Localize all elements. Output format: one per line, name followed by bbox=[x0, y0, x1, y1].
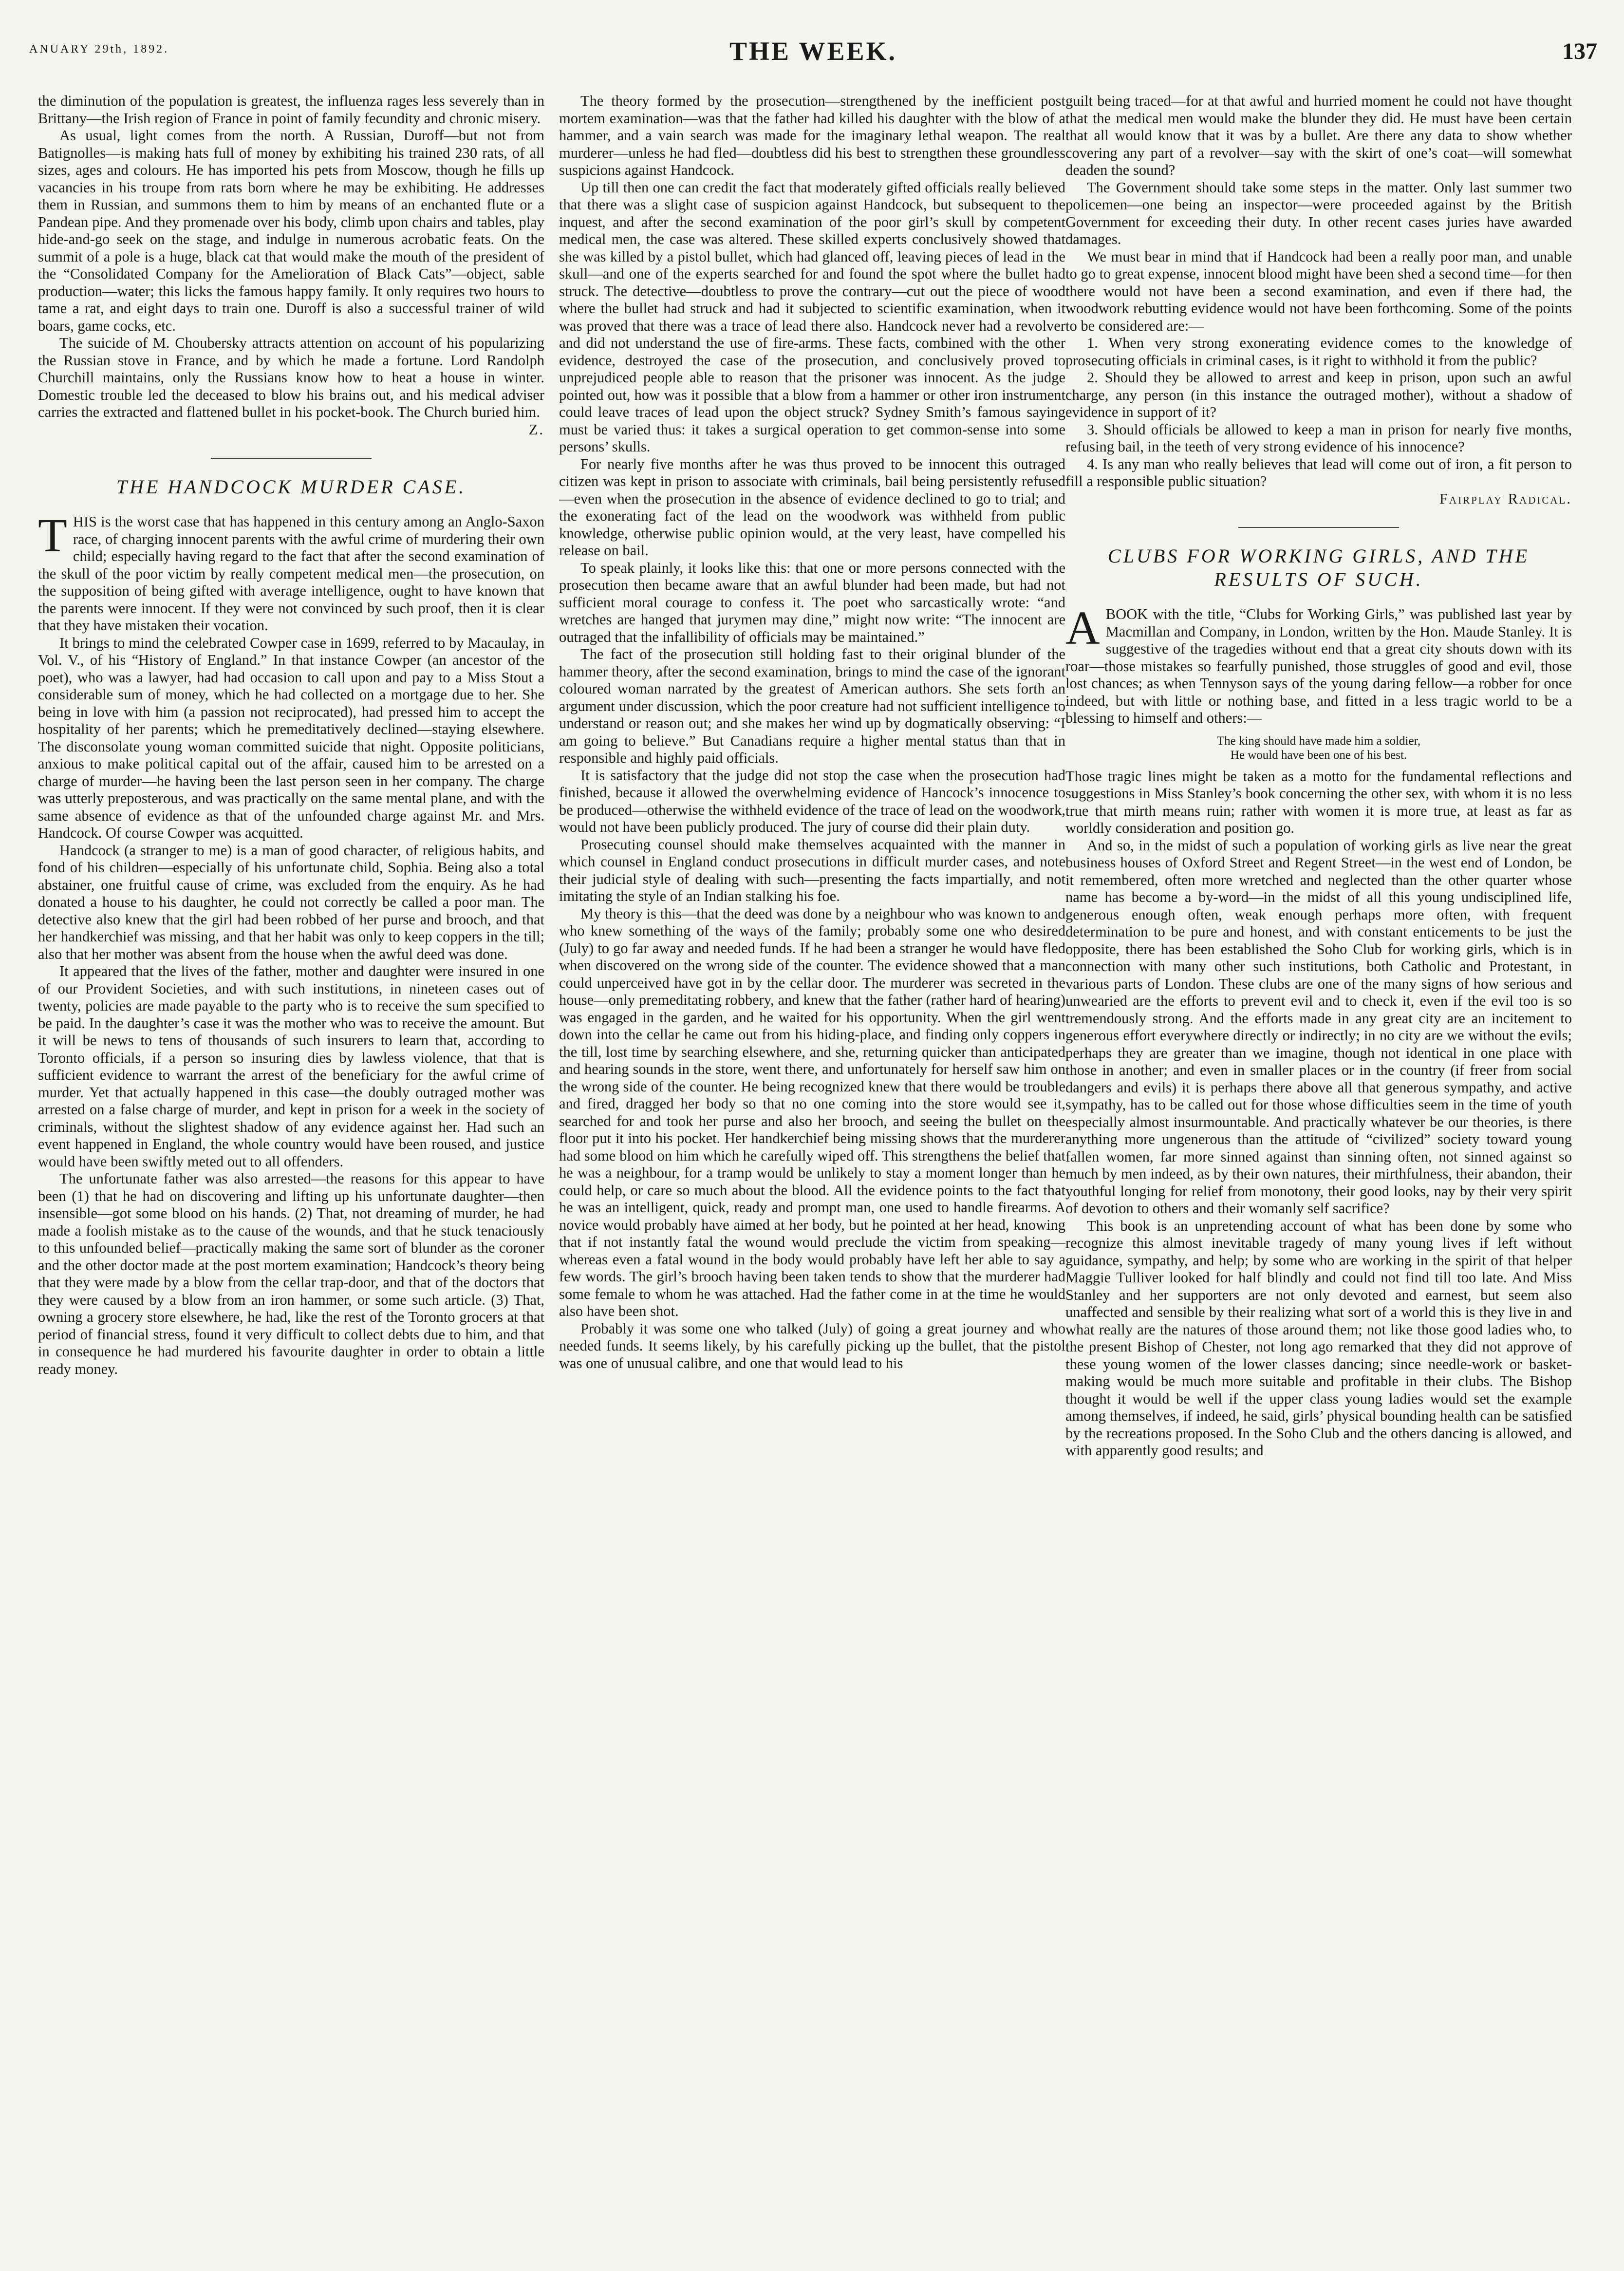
paragraph: Those tragic lines might be taken as a motto for the fundamental reflections and suggestions in Miss Stanley’s book concerning the other sex, with whom it is no less true that mirth means ruin; rather with women it is more true, at least as far as worldly consideration and position go. bbox=[1065, 768, 1572, 836]
drop-cap: T bbox=[38, 509, 67, 562]
list-item: 1. When very strong exonerating evidence comes to the knowledge of prosecuting officials in criminal cases, is it right to withhold it from the public? bbox=[1065, 335, 1572, 369]
paragraph: It brings to mind the celebrated Cowper case in 1699, referred to by Macaulay, in Vol. V., of his “History of England.” In that instance Cowper (an ancestor of the poet), who was a lawyer, had had occasion to call upon and pay to a Miss Stout a considerable sum of money, which he had collected on a mortgage due to her. She being in love with him (a passion not reciprocated), had pressed him to accept the hospitality of her parents; which he premeditatively declined—staying elsewhere. The disconsolate young woman committed suicide that night. Opposite politicians, anxious to make political capital out of the affair, caused him to be arrested on a charge of murder—he having been the last person seen in her company. The charge was utterly preposterous, and was practically on the same mental plane, and with the same absence of evidence as that of the unfounded charge against Mr. and Mrs. Handcock. Of course Cowper was acquitted. bbox=[38, 634, 544, 841]
list-item: 2. Should they be allowed to arrest and keep in prison, upon such an awful charge, any person (in this instance the outraged mother), without a shadow of evidence in support of it? bbox=[1065, 369, 1572, 420]
verse-quotation bbox=[1065, 734, 1572, 762]
paragraph: Probably it was some one who talked (July) of going a great journey and who needed funds. It seems likely, by his carefully picking up the bullet, that the pistol was one of unusual calibre, and one that would lead to his bbox=[559, 1320, 1065, 1371]
numbered-points bbox=[1065, 335, 1572, 490]
paragraph: To speak plainly, it looks like this: that one or more persons connected with the prosecution then became aware that an awful blunder had been made, but had not sufficient moral courage to confess it. The poet who sarcastically wrote: “and wretches are hanged that jurymen may dine,” might now write: “The innocent are outraged that the infallibility of officials may be maintained.” bbox=[559, 559, 1065, 645]
paragraph: Prosecuting counsel should make themselves acquainted with the manner in which counsel in England conduct prosecutions in difficult murder cases, and note their judicial style of dealing with such—presenting the facts impartially, and not imitating the style of an Indian stalking his foe. bbox=[559, 836, 1065, 904]
list-item: 3. Should officials be allowed to keep a man in prison for nearly five months, refusing bail, in the teeth of very strong evidence of his innocence? bbox=[1065, 421, 1572, 455]
column-1 bbox=[38, 93, 544, 2255]
verse-line: He would have been one of his best. bbox=[1230, 748, 1407, 762]
article-heading-clubs: CLUBS FOR WORKING GIRLS, AND THE RESULTS OF SUCH. bbox=[1108, 545, 1530, 590]
paragraph: Handcock (a stranger to me) is a man of good character, of religious habits, and fond of his children—especially of his unfortunate child, Sophia. Being also a total abstainer, one fruitful cause of crime, was excluded from the enquiry. As he had donated a house to his daughter, he could not correctly be called a poor man. The detective also knew that the girl had been robbed of her purse and brooch, and that her handkerchief was missing, and that her habit was only to keep coppers in the till; also that her mother was absent from the house when the awful deed was done. bbox=[38, 842, 544, 962]
paragraph bbox=[1065, 602, 1572, 727]
paragraph: The fact of the prosecution still holding fast to their original blunder of the hammer theory, after the second examination, brings to mind the case of the ignorant coloured woman narrated by the greatest of American authors. She sets forth an argument under discussion, which the poor creature had not sufficient intelligence to understand or reason out; and she makes her wind up by dogmatically observing: “I am going to believe.” But Canadians require a higher mental status than that in responsible and highly paid officials. bbox=[559, 646, 1065, 766]
paragraph: It is satisfactory that the judge did not stop the case when the prosecution had finished, because it allowed the overwhelming evidence of Hancock’s innocence to be produced—otherwise the withheld evidence of the trace of lead on the woodwork, would not have been publicly produced. The jury of course did their plain duty. bbox=[559, 767, 1065, 835]
paragraph: And so, in the midst of such a population of working girls as live near the great business houses of Oxford Street and Regent Street—in the west end of London, be it remembered, often more wretched and neglected than the other quarter whose name has become a by-word—in the midst of all this young undisciplined life, generous enough often, weak enough perhaps more often, with frequent determination to be pure and honest, and with constant enticements to be just the opposite, there has been established the Soho Club for working girls, which is in connection with many other such institutions, both Catholic and Protestant, in various parts of London. These clubs are one of the many signs of how serious and unwearied are the efforts to prevent evil and to check it, even if the evil too is so tremendously strong. And the efforts made in any great city are an incitement to generous effort everywhere directly or indirectly; in no city are we without the evils; perhaps they are greater than we imagine, though not identical in one place with those in another; and even in smaller places or in the country (if freer from social dangers and evils) it is perhaps there above all that generous sympathy, and active sympathy, has to be called out for those whose difficulties seem in the time of youth especially almost insurmountable. And practically whatever be our theories, is there anything more ungenerous than the attitude of “civilized” society toward young fallen women, far more sinned against than sinning often, not sinned against so much by men indeed, as by their own natures, their mirthfulness, their abandon, their youthful longing for relief from monotony, their good looks, nay by their very spirit of devotion to others and their womanly self sacrifice? bbox=[1065, 837, 1572, 1217]
paragraph-text: HIS is the worst case that has happened in this century among an Anglo-Saxon race, of charging innocent parents with the awful crime of murdering their own child; especially having regard to the fact that after the second examination of the skull of the poor victim by really competent medical men—the prosecution, on the supposition of being gifted with average intelligence, ought to have known that the parents were innocent. If they were not convinced by such proof, then it is clear that they have mistaken their vocation. bbox=[38, 513, 544, 634]
drop-cap: A bbox=[1065, 602, 1100, 655]
paragraph: As usual, light comes from the north. A Russian, Duroff—but not from Batignolles—is making hats full of money by exhibiting his trained 230 rats, of all sizes, ages and colours. He has imported his pets from Moscow, though he fills up vacancies in his troupe from rats born where he may be exhibiting. He addresses them in Russian, and summons them to him by means of an enchanted flute or a Pandean pipe. And they promenade over his body, climb upon chairs and tables, play hide-and-go seek on the stage, and indulge in numerous acrobatic feats. On the summit of a pole is a huge, black cat that would make the mouth of the president of the “Consolidated Company for the Amelioration of Black Cats”—object, sable production—water; this licks the famous happy family. It only requires two hours to tame a rat, and eight days to train one. Duroff is also a successful trainer of wild boars, game cocks, etc. bbox=[38, 127, 544, 334]
column-3 bbox=[1065, 93, 1572, 2255]
section-divider bbox=[1238, 527, 1399, 528]
issue-date: ANUARY 29th, 1892. bbox=[29, 43, 169, 56]
page-number: 137 bbox=[1562, 38, 1597, 64]
publication-title: THE WEEK. bbox=[729, 37, 897, 66]
paragraph: The suicide of M. Choubersky attracts attention on account of his popularizing the Russian stove in France, and by which he made a fortune. Lord Randolph Churchill maintains, only the Russians know how to heat a house in winter. Domestic trouble led the deceased to blow his brains out, and his medical adviser carries the extracted and flattened bullet in his pocket-book. The Church buried him. bbox=[38, 335, 544, 420]
paragraph: For nearly five months after he was thus proved to be innocent this outraged citizen was kept in prison to associate with criminals, bail being persistently refused—even when the prosecution in the absence of evidence declined to go to trial; and the exonerating fact of the lead on the woodwork was withheld from public knowledge, otherwise public opinion would, at the very least, have compelled his release on bail. bbox=[559, 455, 1065, 559]
paragraph: The theory formed by the prosecution—strengthened by the inefficient post mortem examination—was that the father had killed his daughter with the blow of a hammer, and a vain search was made for the imaginary lethal weapon. The real murderer—unless he had fled—doubtless did his best to strengthen these groundless suspicions against Handcock. bbox=[559, 93, 1065, 178]
letter-signature: Fairplay Radical. bbox=[1439, 490, 1572, 507]
verse-line: The king should have made him a soldier, bbox=[1216, 734, 1421, 748]
paragraph: It appeared that the lives of the father, mother and daughter were insured in one of our Provident Societies, and with such institutions, in nineteen cases out of twenty, policies are made payable to the party who is to receive the sum specified to be paid. In the daughter’s case it was the mother who was to receive the amount. But it will be news to tens of thousands of such insurers to learn that, according to Toronto officials, if a person so insuring dies by lawless violence, that that is sufficient evidence to warrant the arrest of the beneficiary for the awful crime of murder. Yet that actually happened in this case—the doubly outraged mother was arrested on a false charge of murder, and kept in prison for a week in the society of criminals, without the slightest shadow of any evidence against her. Had such an event happened in England, the whole country would have been roused, and justice would have been swiftly meted out to all offenders. bbox=[38, 963, 544, 1170]
paragraph: My theory is this—that the deed was done by a neighbour who was known to and who knew something of the ways of the family; probably some one who desired (July) to go far away and needed funds. If he had been a stranger he would have fled when discovered on the wrong side of the counter. The evidence showed that a man could unperceived have got in by the cellar door. The murderer was secreted in the house—only premeditating robbery, and knew that the father (rather hard of hearing) was engaged in the garden, and he waited for his opportunity. When the girl went down into the cellar he came out from his hiding-place, and finding only coppers in the till, lost time by searching elsewhere, and she, returning quicker than anticipated and hearing sounds in the store, went there, and unfortunately for herself saw him on the wrong side of the counter. He being recognized knew that there would be trouble and fired, dragged her body so that no one coming into the store would see it, searched for and took her purse and also her brooch, and seeing the bullet on the floor put it into his pocket. Her handkerchief being missing shows that the murderer had some blood on him which he carefully wiped off. This strengthens the belief that he was a neighbour, for a tramp would be unlikely to stay a moment longer than he could help, or care so much about the blood. All the evidence points to the fact that he was an intelligent, quick, ready and prompt man, one used to handle firearms. A novice would probably have aimed at her body, but he pointed at her head, knowing that if not instantly fatal the wound would preclude the victim from speaking—whereas even a fatal wound in the body would probably have left her able to say a few words. The girl’s brooch having been taken tends to show that the murderer had some female to whom he was attached. Had the father come in at the time he would also have been shot. bbox=[559, 905, 1065, 1319]
paragraph: We must bear in mind that if Handcock had been a really poor man, and unable to go to great expense, innocent blood might have been shed a second time—for then there would not have been a second examination, and even if there had, the woodwork rebutting evidence would not have been forthcoming. Some of the points to be considered are:— bbox=[1065, 248, 1572, 334]
paragraph-text: BOOK with the title, “Clubs for Working Girls,” was published last year by Macmillan and Company, in London, written by the Hon. Maude Stanley. It is suggestive of the tragedies without end that a great city shouts down with its roar—those mistakes so fearfully punished, those struggles of good and evil, those lost chances; as when Tennyson says of the young daring fellow—a robber for once indeed, but with little or nothing base, and fitted in a less tragic world to be a blessing to himself and others:— bbox=[1065, 606, 1572, 726]
paragraph bbox=[38, 509, 544, 635]
paragraph: The Government should take some steps in the matter. Only last summer two policemen—one being an inspector—were proceeded against by the British Government for exceeding their duty. In other recent cases juries have awarded damages. bbox=[1065, 179, 1572, 247]
article-heading-handcock: THE HANDCOCK MURDER CASE. bbox=[116, 476, 467, 498]
list-item: 4. Is any man who really believes that lead will come out of iron, a fit person to fill a responsible public situation? bbox=[1065, 455, 1572, 489]
paris-letter-signature: Z. bbox=[528, 421, 544, 438]
paragraph: This book is an unpretending account of what has been done by some who recognize this almost inevitable tragedy of many young lives if left without guidance, sympathy, and help; by some who are working in the spirit of that helper Maggie Tulliver looked for half blindly and could not find till too late. And Miss Stanley and her supporters are not only devoted and earnest, but seem also unaffected and sensible by their realizing what sort of a world this is they live in and what really are the natures of those around them; not like those good ladies who, to the present Bishop of Chester, not long ago remarked that they did not approve of these young women of the lower classes dancing; since needle-work or basket-making would be much more suitable and profitable in their clubs. The Bishop thought it would be well if the upper class young ladies would set the example among themselves, if indeed, he said, girls’ physical bounding health can be satisfied by the recreations proposed. In the Soho Club and the others dancing is allowed, and with apparently good results; and bbox=[1065, 1217, 1572, 1459]
paragraph: Up till then one can credit the fact that moderately gifted officials really believed that there was a slight case of suspicion against Handcock, but subsequent to the inquest, and after the second examination of the poor girl’s skull by competent medical men, the case was altered. These skilled experts conclusively showed that she was killed by a pistol bullet, which had glanced off, leaving pieces of lead in the skull—and one of the experts searched for and found the spot where the bullet had struck. The detective—doubtless to prove the contrary—cut out the piece of wood where the bullet had struck and had it subjected to scientific examination, when it was proved that there was a trace of lead there also. Handcock never had a revolver and did not understand the use of fire-arms. These facts, combined with the other evidence, destroyed the case of the prosecution, and conclusively proved to unprejudiced people able to reason that the prisoner was innocent. As the judge pointed out, how was it possible that a blow from a hammer or other iron instrument could leave traces of lead upon the object struck? Sydney Smith’s famous saying must be varied thus: it takes a surgical operation to get common-sense into some persons’ skulls. bbox=[559, 179, 1065, 455]
paragraph: guilt being traced—for at that awful and hurried moment he could not have thought that the medical men would make the blunder they did. He must have been certain that all would know that it was by a bullet. Are there any data to show whether covering any part of a revolver—say with the skirt of one’s coat—will somewhat deaden the sound? bbox=[1065, 93, 1572, 178]
paragraph: The unfortunate father was also arrested—the reasons for this appear to have been (1) that he had on discovering and lifting up his unfortunate daughter—then insensible—got some blood on his hands. (2) That, not dreaming of murder, he had made a foolish mistake as to the cause of the wounds, and that he stuck tenaciously to this unfounded belief—practically making the same sort of blunder as the coroner and the other doctor made at the post mortem examination; Handcock’s theory being that they were made by a blow from the cellar trap-door, and that of the doctors that they were caused by a blow from an iron hammer, or some such article. (3) That, owning a grocery store elsewhere, he had, like the rest of the Toronto grocers at that period of financial stress, found it very difficult to collect debts due to him, and that in consequence he had murdered his favourite daughter in order to obtain a little ready money. bbox=[38, 1170, 544, 1377]
paragraph: the diminution of the population is greatest, the influenza rages less severely than in Brittany—the Irish region of France in point of family fecundity and chronic misery. bbox=[38, 93, 544, 127]
column-2 bbox=[559, 93, 1065, 2255]
masthead bbox=[29, 36, 1597, 70]
section-divider bbox=[211, 458, 372, 459]
